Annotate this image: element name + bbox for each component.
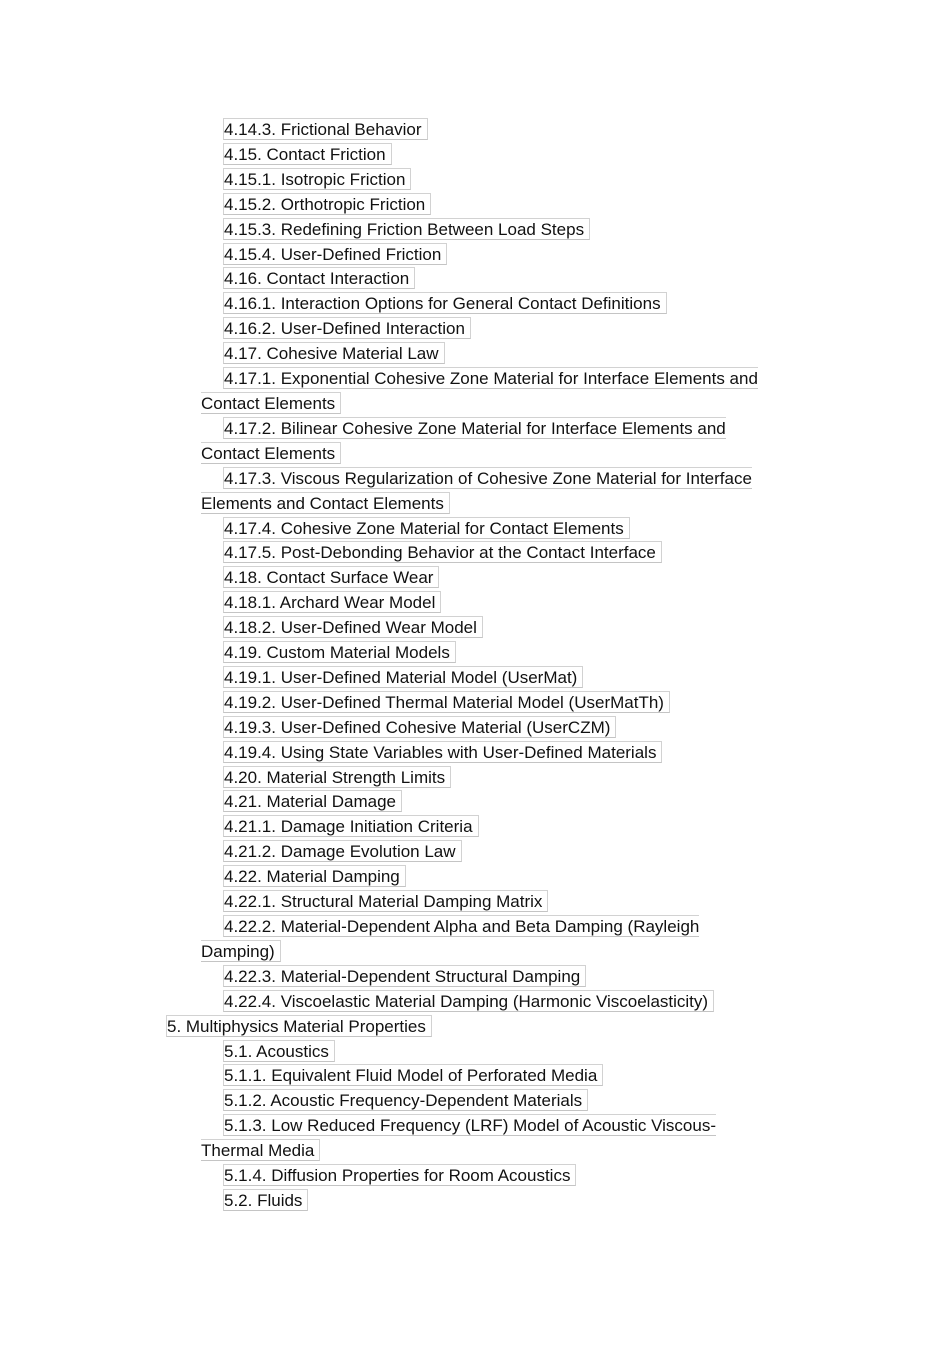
toc-link-4-17-4[interactable]: 4.17.4. Cohesive Zone Material for Contact Elements [223, 517, 630, 539]
toc-link-5-1-2[interactable]: 5.1.2. Acoustic Frequency-Dependent Materials [223, 1089, 588, 1111]
toc-entry [0, 965, 950, 990]
toc-link-4-19-2[interactable]: 4.19.2. User-Defined Thermal Material Model (UserMatTh) [223, 691, 670, 713]
toc-entry [0, 1114, 749, 1164]
toc-entry [0, 541, 950, 566]
toc-link-4-16-2[interactable]: 4.16.2. User-Defined Interaction [223, 317, 471, 339]
toc-link-4-19-4[interactable]: 4.19.4. Using State Variables with User-Defined Materials [223, 741, 662, 763]
toc-entry [0, 641, 950, 666]
toc-link-4-16-1[interactable]: 4.16.1. Interaction Options for General Contact Definitions [223, 292, 667, 314]
toc-link-4-15-4[interactable]: 4.15.4. User-Defined Friction [223, 243, 447, 265]
toc-entry [0, 741, 950, 766]
toc-entry [0, 342, 950, 367]
toc-link-4-17-3[interactable]: 4.17.3. Viscous Regularization of Cohesive Zone Material for Interface Elements and Contact Elements [201, 468, 752, 513]
toc-entry [0, 716, 950, 741]
toc-link-5-1-4[interactable]: 5.1.4. Diffusion Properties for Room Acoustics [223, 1164, 576, 1186]
toc-entry [0, 1089, 950, 1114]
toc-entry [0, 317, 950, 342]
toc-link-4-21-1[interactable]: 4.21.1. Damage Initiation Criteria [223, 815, 479, 837]
table-of-contents [0, 118, 950, 1214]
toc-entry [0, 367, 801, 417]
toc-entry [0, 1015, 950, 1040]
toc-entry [0, 292, 950, 317]
toc-entry [0, 691, 950, 716]
toc-entry [0, 243, 950, 268]
toc-link-4-22-4[interactable]: 4.22.4. Viscoelastic Material Damping (Harmonic Viscoelasticity) [223, 990, 714, 1012]
toc-entry [0, 915, 736, 965]
toc-entry [0, 666, 950, 691]
toc-link-4-22-1[interactable]: 4.22.1. Structural Material Damping Matrix [223, 890, 548, 912]
toc-link-4-17-1[interactable]: 4.17.1. Exponential Cohesive Zone Material for Interface Elements and Contact Elements [201, 369, 758, 413]
toc-link-4-18-1[interactable]: 4.18.1. Archard Wear Model [223, 591, 441, 613]
toc-entry [0, 566, 950, 591]
toc-entry [0, 1064, 950, 1089]
toc-link-4-15[interactable]: 4.15. Contact Friction [223, 143, 392, 165]
toc-link-4-16[interactable]: 4.16. Contact Interaction [223, 267, 415, 289]
toc-link-4-17-2[interactable]: 4.17.2. Bilinear Cohesive Zone Material for Interface Elements and Contact Elements [201, 418, 726, 463]
toc-entry [0, 616, 950, 641]
toc-entry [0, 815, 950, 840]
toc-entry [0, 990, 950, 1015]
toc-link-4-15-2[interactable]: 4.15.2. Orthotropic Friction [223, 193, 431, 215]
toc-link-4-15-3[interactable]: 4.15.3. Redefining Friction Between Load Steps [223, 218, 590, 240]
toc-link-5-1-1[interactable]: 5.1.1. Equivalent Fluid Model of Perforated Media [223, 1064, 603, 1086]
toc-link-5[interactable]: 5. Multiphysics Material Properties [166, 1015, 432, 1037]
toc-link-4-17-5[interactable]: 4.17.5. Post-Debonding Behavior at the Contact Interface [223, 541, 662, 563]
toc-entry [0, 890, 950, 915]
toc-entry [0, 118, 950, 143]
toc-link-4-19-1[interactable]: 4.19.1. User-Defined Material Model (UserMat) [223, 666, 583, 688]
toc-link-4-19-3[interactable]: 4.19.3. User-Defined Cohesive Material (UserCZM) [223, 716, 616, 738]
toc-entry [0, 840, 950, 865]
toc-link-4-22-2[interactable]: 4.22.2. Material-Dependent Alpha and Beta Damping (Rayleigh Damping) [201, 917, 700, 961]
toc-link-4-18[interactable]: 4.18. Contact Surface Wear [223, 566, 439, 588]
toc-entry [0, 267, 950, 292]
toc-entry [0, 517, 950, 542]
toc-entry [0, 1040, 950, 1065]
toc-link-4-15-1[interactable]: 4.15.1. Isotropic Friction [223, 168, 411, 190]
toc-entry [0, 218, 950, 243]
toc-link-5-2[interactable]: 5.2. Fluids [223, 1189, 308, 1211]
toc-entry [0, 865, 950, 890]
toc-link-4-17[interactable]: 4.17. Cohesive Material Law [223, 342, 445, 364]
toc-link-5-1-3[interactable]: 5.1.3. Low Reduced Frequency (LRF) Model of Acoustic Viscous-Thermal Media [201, 1116, 716, 1161]
toc-entry [0, 143, 950, 168]
toc-entry [0, 790, 950, 815]
toc-link-4-19[interactable]: 4.19. Custom Material Models [223, 641, 456, 663]
toc-link-4-21[interactable]: 4.21. Material Damage [223, 790, 402, 812]
toc-entry [0, 417, 761, 467]
toc-link-4-14-3[interactable]: 4.14.3. Frictional Behavior [223, 118, 428, 140]
toc-link-4-22[interactable]: 4.22. Material Damping [223, 865, 406, 887]
toc-entry [0, 591, 950, 616]
toc-entry [0, 168, 950, 193]
toc-link-4-18-2[interactable]: 4.18.2. User-Defined Wear Model [223, 616, 483, 638]
toc-link-4-22-3[interactable]: 4.22.3. Material-Dependent Structural Damping [223, 965, 586, 987]
toc-entry [0, 193, 950, 218]
toc-link-4-21-2[interactable]: 4.21.2. Damage Evolution Law [223, 840, 462, 862]
toc-link-4-20[interactable]: 4.20. Material Strength Limits [223, 766, 451, 788]
toc-entry [0, 1164, 950, 1189]
toc-entry [0, 467, 801, 517]
toc-entry [0, 766, 950, 791]
toc-link-5-1[interactable]: 5.1. Acoustics [223, 1040, 335, 1062]
toc-entry [0, 1189, 950, 1214]
